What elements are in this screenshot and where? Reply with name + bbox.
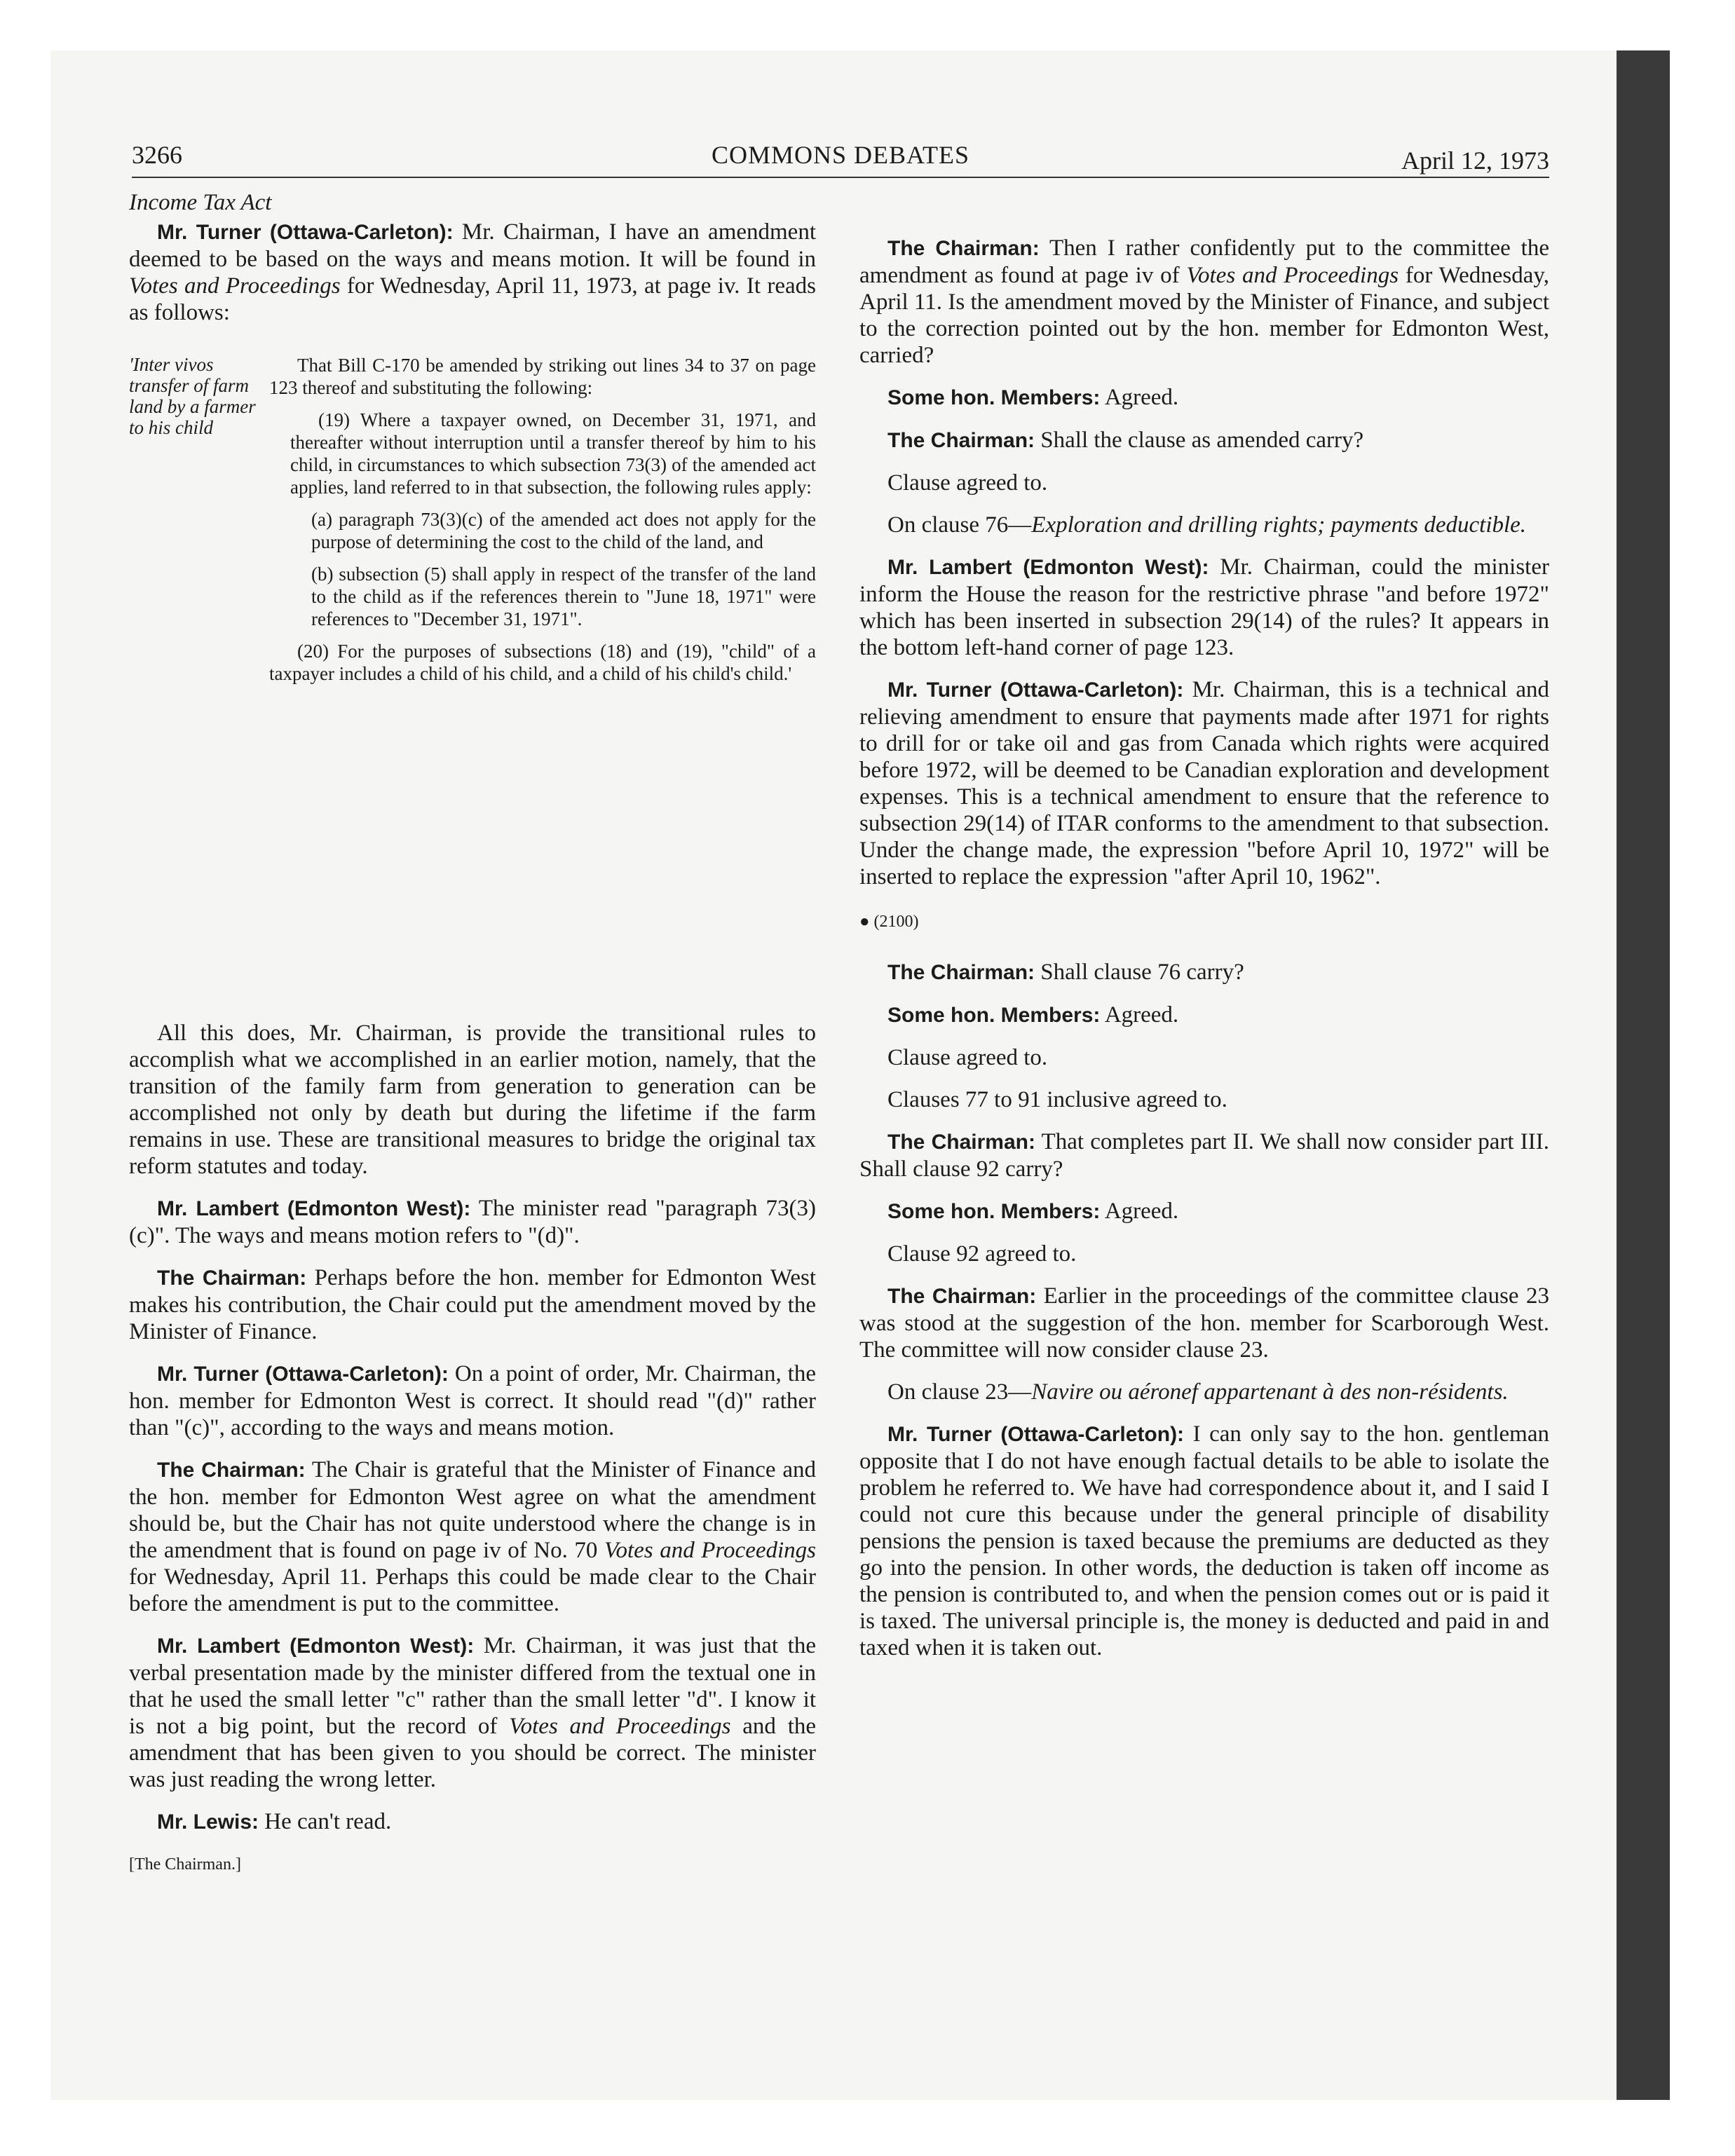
speaker-name: The Chairman: [887,961,1035,984]
speech-paragraph: Mr. Turner (Ottawa-Carleton): Mr. Chairman, this is a technical and relieving amendment to ensure that payments made after 1971 for rights to drill for or take oil and gas from Canada which rights were acquired before 1972, will be deemed to be Canadian exploration and development expenses. This is a technical amendment to ensure that the reference to subsection 29(14) of ITAR conforms to the amendment to that subsection. Under the change made, the expression "before April 10, 1972" will be inserted to replace the expression "after April 10, 1962". [859,677,1550,889]
speaker-name: The Chairman: [157,1267,307,1290]
speech-paragraph: The Chairman: That completes part II. We shall now consider part III. Shall clause 92 carry? [859,1129,1550,1182]
speech-paragraph: The Chairman: Shall clause 76 carry? [887,960,1244,985]
procedural-note: Clauses 77 to 91 inclusive agreed to. [887,1087,1227,1112]
time-marker: ● (2100) [859,913,919,931]
speech-paragraph: Mr. Turner (Ottawa-Carleton): I can only say to the hon. gentleman opposite that I do not have enough factual details to be able to isolate the problem he referred to. We have had correspondence about it, and I said I could not cure this because under the general principle of disability pensions the pension is taxed because the premiums are deducted as they go into the pension. In other words, the deduction is taken off income as the pension is contributed to, and when the pension comes out or is paid it is taxed. The universal principle is, the money is deducted and paid in and taxed when it is taken out. [859,1421,1549,1660]
speech-paragraph: The Chairman: Shall the clause as amended carry? [887,428,1364,453]
speaker-name: Mr. Turner (Ottawa-Carleton): [887,678,1184,702]
speaker-name: The Chairman: [887,237,1040,260]
speech-paragraph: Mr. Lambert (Edmonton West): Mr. Chairman, it was just that the verbal presentation made by the minister differed from the textual one in that he used the small letter "c" rather than the small letter "d". I know it is not a big point, but the record of Votes and Proceedings and the amendment that has been given to you should be correct. The minister was just reading the wrong letter. [129,1633,817,1792]
speech-paragraph: All this does, Mr. Chairman, is provide the transitional rules to accomplish what we accomplished in an earlier motion, namely, that the transition of the family farm from generation to generation can be accomplished not only by death but during the lifetime if the farm remains in use. These are transitional measures to bridge the original tax reform statutes and today. [129,1021,816,1179]
speech-paragraph: Some hon. Members: Agreed. [887,385,1179,410]
speech-paragraph: Mr. Lambert (Edmonton West): The minister read "paragraph 73(3)(c)". The ways and means motion refers to "(d)". [129,1196,816,1248]
publication-title: COMMONS DEBATES [711,141,970,169]
left-column [129,189,816,1878]
footnote: [The Chairman.] [129,1855,241,1874]
page-header [132,137,1549,178]
binding-edge [1617,50,1670,2100]
speech-paragraph: The Chairman: The Chair is grateful that the Minister of Finance and the hon. member for Edmonton West agree on what the amendment should be, but the Chair has not quite understood where the change is in the amendment that is found on page iv of No. 70 Votes and Proceedings for Wednesday, April 11. Perhaps this could be made clear to the Chair before the amendment is put to the committee. [129,1457,817,1616]
speaker-name: Mr. Lambert (Edmonton West): [887,556,1209,579]
speaker-name: Mr. Turner (Ottawa-Carleton): [887,1423,1185,1446]
amendment-text: That Bill C-170 be amended by striking out lines 34 to 37 on page 123 thereof and substituting the following: (19) Where a taxpayer owned, on December 31, 1971, and thereafter without interruption until a transfer thereof by him to his child, in circumstances to which subsection 73(3) of the amended act applies, land referred to in that subsection, the following rules apply: (a) paragraph 73(3)(c) of the amended act does not apply for the purpose of determining the cost to the child of the land, and (b) subsection (5) shall apply in respect of the transfer of the land to the child as if the references therein to "June 18, 1971" were references to "December 31, 1971". (20) For the purposes of subsections (18) and (19), "child" of a taxpayer includes a child of his child, and a child of his child's child.' [269,355,816,684]
speaker-name: Mr. Lambert (Edmonton West): [157,1197,471,1220]
speech-paragraph: The Chairman: Then I rather confidently put to the committee the amendment as found at page iv of Votes and Proceedings for Wednesday, April 11. Is the amendment moved by the Minister of Finance, and subject to the correction pointed out by the hon. member for Edmonton West, carried? [859,236,1549,368]
speaker-name: Some hon. Members: [887,1004,1101,1027]
procedural-note: Clause agreed to. [887,470,1048,496]
speech-paragraph: Some hon. Members: Agreed. [887,1002,1179,1028]
page-date: April 12, 1973 [1401,146,1549,175]
speech-paragraph: Mr. Turner (Ottawa-Carleton): Mr. Chairman, I have an amendment deemed to be based on the ways and means motion. It will be found in Votes and Proceedings for Wednesday, April 11, 1973, at page iv. It reads as follows: [129,219,816,325]
speaker-name: The Chairman: [887,1131,1035,1154]
page-number: 3266 [132,141,182,169]
speech-paragraph: Mr. Lewis: He can't read. [157,1809,392,1834]
procedural-note: Clause agreed to. [887,1045,1048,1070]
speaker-name: Mr. Turner (Ottawa-Carleton): [157,221,454,244]
procedural-note: Clause 92 agreed to. [887,1241,1077,1267]
section-title: Income Tax Act [129,190,272,215]
speech-paragraph: Some hon. Members: Agreed. [887,1199,1179,1224]
speaker-name: Some hon. Members: [887,1200,1101,1223]
margin-note: 'Inter vivos transfer of farm land by a farmer to his child [129,354,256,438]
speaker-name: Mr. Lambert (Edmonton West): [157,1635,475,1658]
speaker-name: The Chairman: [887,429,1035,452]
clause-heading: On clause 23—Navire ou aéronef appartenant à des non-résidents. [887,1379,1509,1405]
speech-paragraph: The Chairman: Perhaps before the hon. member for Edmonton West makes his contribution, the Chair could put the amendment moved by the Minister of Finance. [129,1265,816,1344]
clause-heading: On clause 76—Exploration and drilling rights; payments deductible. [887,512,1527,538]
speaker-name: Mr. Turner (Ottawa-Carleton): [157,1363,449,1386]
speech-paragraph: Mr. Lambert (Edmonton West): Mr. Chairman, could the minister inform the House the reason for the restrictive phrase "and before 1972" which has been inserted in subsection 29(14) of the rules? It appears in the bottom left-hand corner of page 123. [859,554,1549,660]
right-column [859,235,1549,1677]
speaker-name: The Chairman: [157,1459,306,1482]
speech-paragraph: The Chairman: Earlier in the proceedings of the committee clause 23 was stood at the suggestion of the hon. member for Scarborough West. The committee will now consider clause 23. [859,1283,1550,1363]
speaker-name: The Chairman: [887,1285,1037,1308]
amendment-block [129,354,816,1006]
speaker-name: Some hon. Members: [887,386,1101,409]
speaker-name: Mr. Lewis: [157,1810,259,1834]
speech-paragraph: Mr. Turner (Ottawa-Carleton): On a point of order, Mr. Chairman, the hon. member for Edmonton West is correct. It should read "(d)" rather than "(c)", according to the ways and means motion. [129,1361,816,1440]
